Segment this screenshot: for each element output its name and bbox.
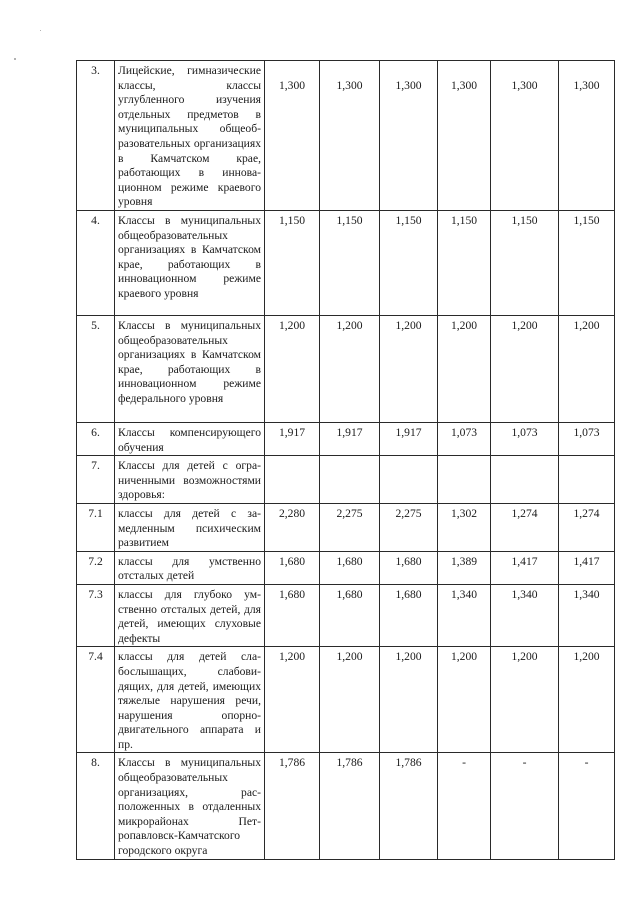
- table-row: [77, 647, 615, 753]
- value-cell: 1,150: [380, 211, 438, 316]
- row-name: классы для детей с замедленным психическим развитием: [115, 503, 265, 551]
- value-cell: 1,073: [491, 423, 559, 456]
- value-cell: 1,200: [491, 316, 559, 423]
- value-cell: 1,680: [380, 551, 438, 584]
- row-number: 5.: [77, 316, 115, 423]
- value-cell: 1,300: [491, 61, 559, 211]
- value-cell: [265, 456, 320, 504]
- value-cell: [438, 456, 491, 504]
- row-name: классы для умственно отсталых детей: [115, 551, 265, 584]
- value-cell: 1,786: [380, 753, 438, 860]
- value-cell: 2,275: [380, 503, 438, 551]
- table-row: [77, 211, 615, 316]
- row-number: 7.3: [77, 584, 115, 646]
- value-cell: -: [438, 753, 491, 860]
- value-cell: 1,150: [265, 211, 320, 316]
- value-cell: 1,680: [320, 584, 380, 646]
- value-cell: [491, 456, 559, 504]
- value-cell: 1,680: [265, 584, 320, 646]
- table-row: [77, 316, 615, 423]
- scan-speck: [40, 30, 41, 31]
- value-cell: [320, 456, 380, 504]
- value-cell: 1,680: [320, 551, 380, 584]
- value-cell: [380, 456, 438, 504]
- value-cell: 1,200: [265, 316, 320, 423]
- value-cell: 2,275: [320, 503, 380, 551]
- value-cell: 1,200: [438, 647, 491, 753]
- value-cell: 1,073: [559, 423, 615, 456]
- row-name: Классы компенсирующего обучения: [115, 423, 265, 456]
- value-cell: 1,340: [559, 584, 615, 646]
- value-cell: 1,786: [320, 753, 380, 860]
- value-cell: 1,150: [320, 211, 380, 316]
- row-name: классы для детей слабослышащих, слабовидящих, для детей, имеющих тяжелые нарушения речи, нарушения опорно-двигательного аппарата и пр.: [115, 647, 265, 753]
- value-cell: 1,389: [438, 551, 491, 584]
- table-row: [77, 423, 615, 456]
- row-name: Классы в муниципальных общеобразовательных организациях в Камчатском крае, работающих в инновационном режиме краевого уровня: [115, 211, 265, 316]
- row-number: 3.: [77, 61, 115, 211]
- row-name: классы для глубоко умственно отсталых детей, для детей, имеющих слуховые дефекты: [115, 584, 265, 646]
- table-row: [77, 584, 615, 646]
- row-name: Классы для детей с ограниченными возможностями здоровья:: [115, 456, 265, 504]
- value-cell: 1,073: [438, 423, 491, 456]
- value-cell: 1,300: [380, 61, 438, 211]
- value-cell: -: [559, 753, 615, 860]
- value-cell: 1,340: [491, 584, 559, 646]
- value-cell: 1,300: [320, 61, 380, 211]
- value-cell: [559, 456, 615, 504]
- row-number: 4.: [77, 211, 115, 316]
- value-cell: 1,917: [380, 423, 438, 456]
- table-row: [77, 753, 615, 860]
- value-cell: 1,200: [265, 647, 320, 753]
- coefficients-table: [76, 60, 615, 860]
- value-cell: 1,200: [380, 316, 438, 423]
- value-cell: 2,280: [265, 503, 320, 551]
- value-cell: 1,417: [491, 551, 559, 584]
- value-cell: 1,274: [491, 503, 559, 551]
- value-cell: 1,150: [438, 211, 491, 316]
- value-cell: 1,917: [320, 423, 380, 456]
- scan-speck: [14, 58, 16, 60]
- row-name: Классы в муниципальных общеобразовательных организациях, расположенных в отдаленных микрорайонах Петропавловск-Камчатского городского округа: [115, 753, 265, 860]
- value-cell: 1,150: [559, 211, 615, 316]
- value-cell: 1,417: [559, 551, 615, 584]
- value-cell: 1,917: [265, 423, 320, 456]
- table-row: [77, 503, 615, 551]
- value-cell: 1,200: [380, 647, 438, 753]
- table-row: [77, 456, 615, 504]
- row-name: Лицейские, гимназические классы, классы углубленного изучения отдельных предметов в муниципальных общеобразовательных организациях в Камчатском крае, работающих в инновационном режиме краевого уровня: [115, 61, 265, 211]
- table-row: [77, 551, 615, 584]
- value-cell: -: [491, 753, 559, 860]
- row-number: 7.4: [77, 647, 115, 753]
- value-cell: 1,150: [491, 211, 559, 316]
- value-cell: 1,340: [438, 584, 491, 646]
- value-cell: 1,680: [380, 584, 438, 646]
- value-cell: 1,300: [265, 61, 320, 211]
- value-cell: 1,302: [438, 503, 491, 551]
- value-cell: 1,200: [320, 647, 380, 753]
- value-cell: 1,274: [559, 503, 615, 551]
- row-number: 7.1: [77, 503, 115, 551]
- row-number: 6.: [77, 423, 115, 456]
- value-cell: 1,680: [265, 551, 320, 584]
- row-number: 7.: [77, 456, 115, 504]
- row-number: 7.2: [77, 551, 115, 584]
- row-number: 8.: [77, 753, 115, 860]
- value-cell: 1,200: [491, 647, 559, 753]
- value-cell: 1,300: [559, 61, 615, 211]
- value-cell: 1,200: [438, 316, 491, 423]
- value-cell: 1,200: [559, 316, 615, 423]
- table-row: [77, 61, 615, 211]
- value-cell: 1,200: [320, 316, 380, 423]
- value-cell: 1,786: [265, 753, 320, 860]
- row-name: Классы в муниципальных общеобразовательных организациях в Камчатском крае, работающих в инновационном режиме федерального уровня: [115, 316, 265, 423]
- value-cell: 1,300: [438, 61, 491, 211]
- value-cell: 1,200: [559, 647, 615, 753]
